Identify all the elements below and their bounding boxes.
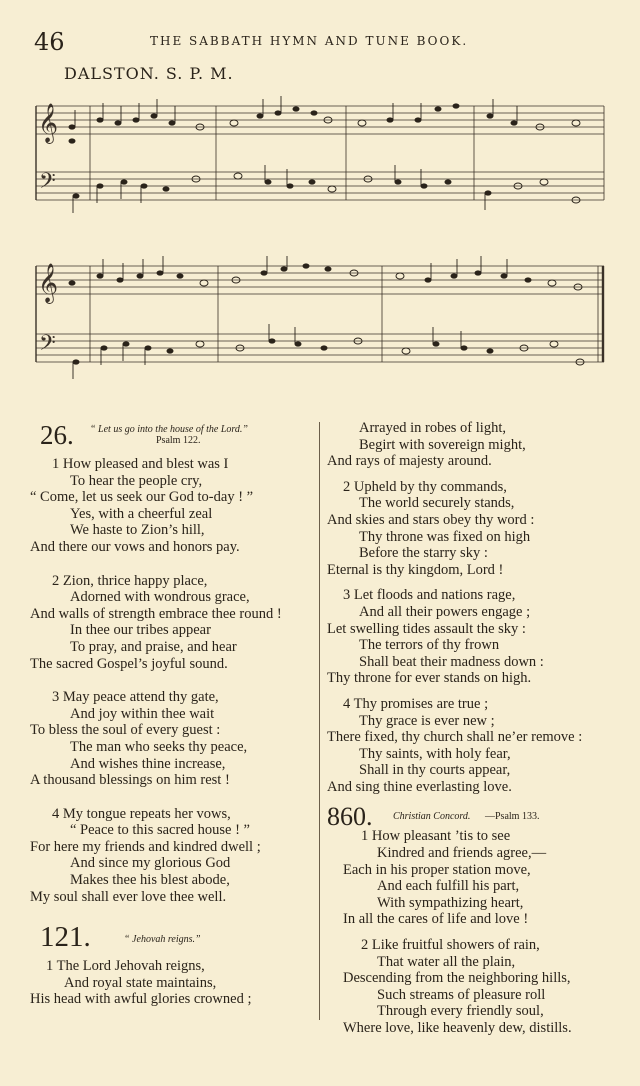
- verse-line: And there our vows and honors pay.: [30, 538, 240, 555]
- hymn-121-heading: [28, 922, 312, 956]
- verse-line: The man who seeks thy peace,: [70, 738, 248, 755]
- verse-line: And skies and stars obey thy word :: [327, 511, 535, 528]
- hymn-26-heading: [28, 420, 312, 450]
- verse-line: That water all the plain,: [377, 953, 516, 970]
- stanza: [28, 806, 312, 906]
- svg-text:𝄢: 𝄢: [39, 331, 56, 361]
- verse-line: Shall in thy courts appear,: [359, 762, 511, 779]
- page-number: 46: [34, 28, 65, 56]
- stanza: [28, 689, 312, 789]
- svg-text:𝄞: 𝄞: [38, 103, 59, 143]
- verse-line: My soul shall ever love thee well.: [30, 888, 227, 905]
- svg-text:𝄞: 𝄞: [38, 263, 59, 303]
- verse-line: Such streams of pleasure roll: [377, 986, 546, 1003]
- verse-line: Makes thee his blest abode,: [70, 872, 230, 889]
- verse-line: And royal state maintains,: [64, 974, 217, 991]
- tune-name: DALSTON. S. P. M.: [64, 64, 234, 83]
- verse-line: To bless the soul of every guest :: [30, 722, 221, 739]
- hymn-motto: “ Jehovah reigns.”: [124, 934, 201, 946]
- verse-line: Before the starry sky :: [359, 545, 488, 562]
- verse-line: Arrayed in robes of light,: [359, 420, 506, 436]
- verse-line: Begirt with sovereign might,: [359, 436, 526, 453]
- verse-line: And since my glorious God: [70, 855, 231, 872]
- verse-line: For here my friends and kindred dwell ;: [30, 838, 261, 855]
- verse-line: 3 May peace attend thy gate,: [52, 689, 219, 706]
- stanza: [325, 937, 615, 1037]
- verse-line: Each in his proper station move,: [343, 861, 531, 878]
- music-system-2: [28, 256, 608, 386]
- verse-line: A thousand blessings on him rest !: [30, 772, 230, 789]
- stanza: [28, 573, 312, 673]
- verse-line: And wishes thine increase,: [70, 755, 226, 772]
- hymn-number: 26.: [40, 420, 74, 450]
- stanza: [325, 696, 615, 796]
- left-column: [28, 420, 312, 1008]
- verse-line: 3 Let floods and nations rage,: [343, 587, 516, 604]
- verse-line: 2 Upheld by thy commands,: [343, 478, 507, 495]
- running-title: THE SABBATH HYMN AND TUNE BOOK.: [150, 34, 469, 48]
- verse-line: 1 How pleased and blest was I: [52, 456, 229, 472]
- svg-text:𝄢: 𝄢: [39, 169, 56, 199]
- hymn-motto: Christian Concord.: [393, 811, 471, 823]
- verse-line: Eternal is thy kingdom, Lord !: [327, 561, 504, 578]
- verse-line: With sympathizing heart,: [377, 894, 524, 911]
- music-score-1: [28, 96, 608, 224]
- verse-line: And each fulfill his part,: [377, 878, 520, 895]
- verse-line: The world securely stands,: [359, 495, 515, 512]
- hymn-source: Psalm 122.: [156, 435, 201, 446]
- verse-line: Thy grace is ever new ;: [359, 712, 495, 729]
- verse-line: Let swelling tides assault the sky :: [327, 620, 526, 637]
- stanza: [325, 587, 615, 687]
- hymn-motto: “ Let us go into the house of the Lord.”: [90, 424, 248, 435]
- verse-line: And walls of strength embrace thee round !: [30, 605, 282, 622]
- stanza: [325, 828, 615, 928]
- verse-line: We haste to Zion’s hill,: [70, 522, 205, 539]
- stanza: [28, 958, 312, 1008]
- verse-line: 2 Zion, thrice happy place,: [52, 572, 208, 589]
- verse-line: The terrors of thy frown: [359, 637, 500, 654]
- music-system-1: [28, 96, 608, 224]
- verse-line: 4 Thy promises are true ;: [343, 695, 489, 712]
- verse-line: And sing thine everlasting love.: [327, 778, 512, 795]
- verse-line: Shall beat their madness down :: [359, 653, 544, 670]
- verse-line: Through every friendly soul,: [377, 1003, 544, 1020]
- stanza: [325, 479, 615, 579]
- hymn-source: —Psalm 133.: [485, 811, 540, 823]
- verse-line: To hear the people cry,: [70, 472, 203, 489]
- verse-line: “ Come, let us seek our God to-day ! ”: [30, 489, 254, 506]
- verse-line: His head with awful glories crowned ;: [30, 991, 252, 1008]
- hymn-number: 860.: [327, 802, 373, 832]
- verse-line: The sacred Gospel’s joyful sound.: [30, 655, 228, 672]
- verse-line: 2 Like fruitful showers of rain,: [361, 937, 540, 954]
- stanza: [28, 456, 312, 556]
- verse-line: In thee our tribes appear: [70, 622, 211, 639]
- verse-line: Thy throne was fixed on high: [359, 528, 531, 545]
- hymn-860-heading: [325, 802, 615, 832]
- verse-line: Descending from the neighboring hills,: [343, 970, 571, 987]
- verse-line: And joy within thee wait: [70, 705, 215, 722]
- right-column: [325, 420, 615, 1037]
- verse-line: 1 The Lord Jehovah reigns,: [46, 958, 205, 975]
- stanza: [325, 420, 615, 470]
- verse-line: “ Peace to this sacred house ! ”: [70, 822, 250, 839]
- verse-line: 1 How pleasant ’tis to see: [361, 828, 511, 845]
- verse-line: And all their powers engage ;: [359, 603, 531, 620]
- column-divider: [319, 422, 320, 1020]
- verse-line: Thy saints, with holy fear,: [359, 745, 511, 762]
- verse-line: Kindred and friends agree,—: [377, 845, 547, 862]
- verse-line: Adorned with wondrous grace,: [70, 589, 250, 606]
- verse-line: Thy throne for ever stands on high.: [327, 670, 532, 687]
- verse-line: There fixed, thy church shall ne’er remove :: [327, 729, 583, 746]
- verse-line: Yes, with a cheerful zeal: [70, 505, 213, 522]
- verse-line: 4 My tongue repeats her vows,: [52, 805, 231, 822]
- verse-line: To pray, and praise, and hear: [70, 638, 237, 655]
- hymn-number: 121.: [40, 921, 91, 954]
- verse-line: Where love, like heavenly dew, distills.: [343, 1020, 572, 1036]
- music-score-2: [28, 256, 608, 386]
- verse-line: And rays of majesty around.: [327, 453, 492, 470]
- verse-line: In all the cares of life and love !: [343, 911, 529, 928]
